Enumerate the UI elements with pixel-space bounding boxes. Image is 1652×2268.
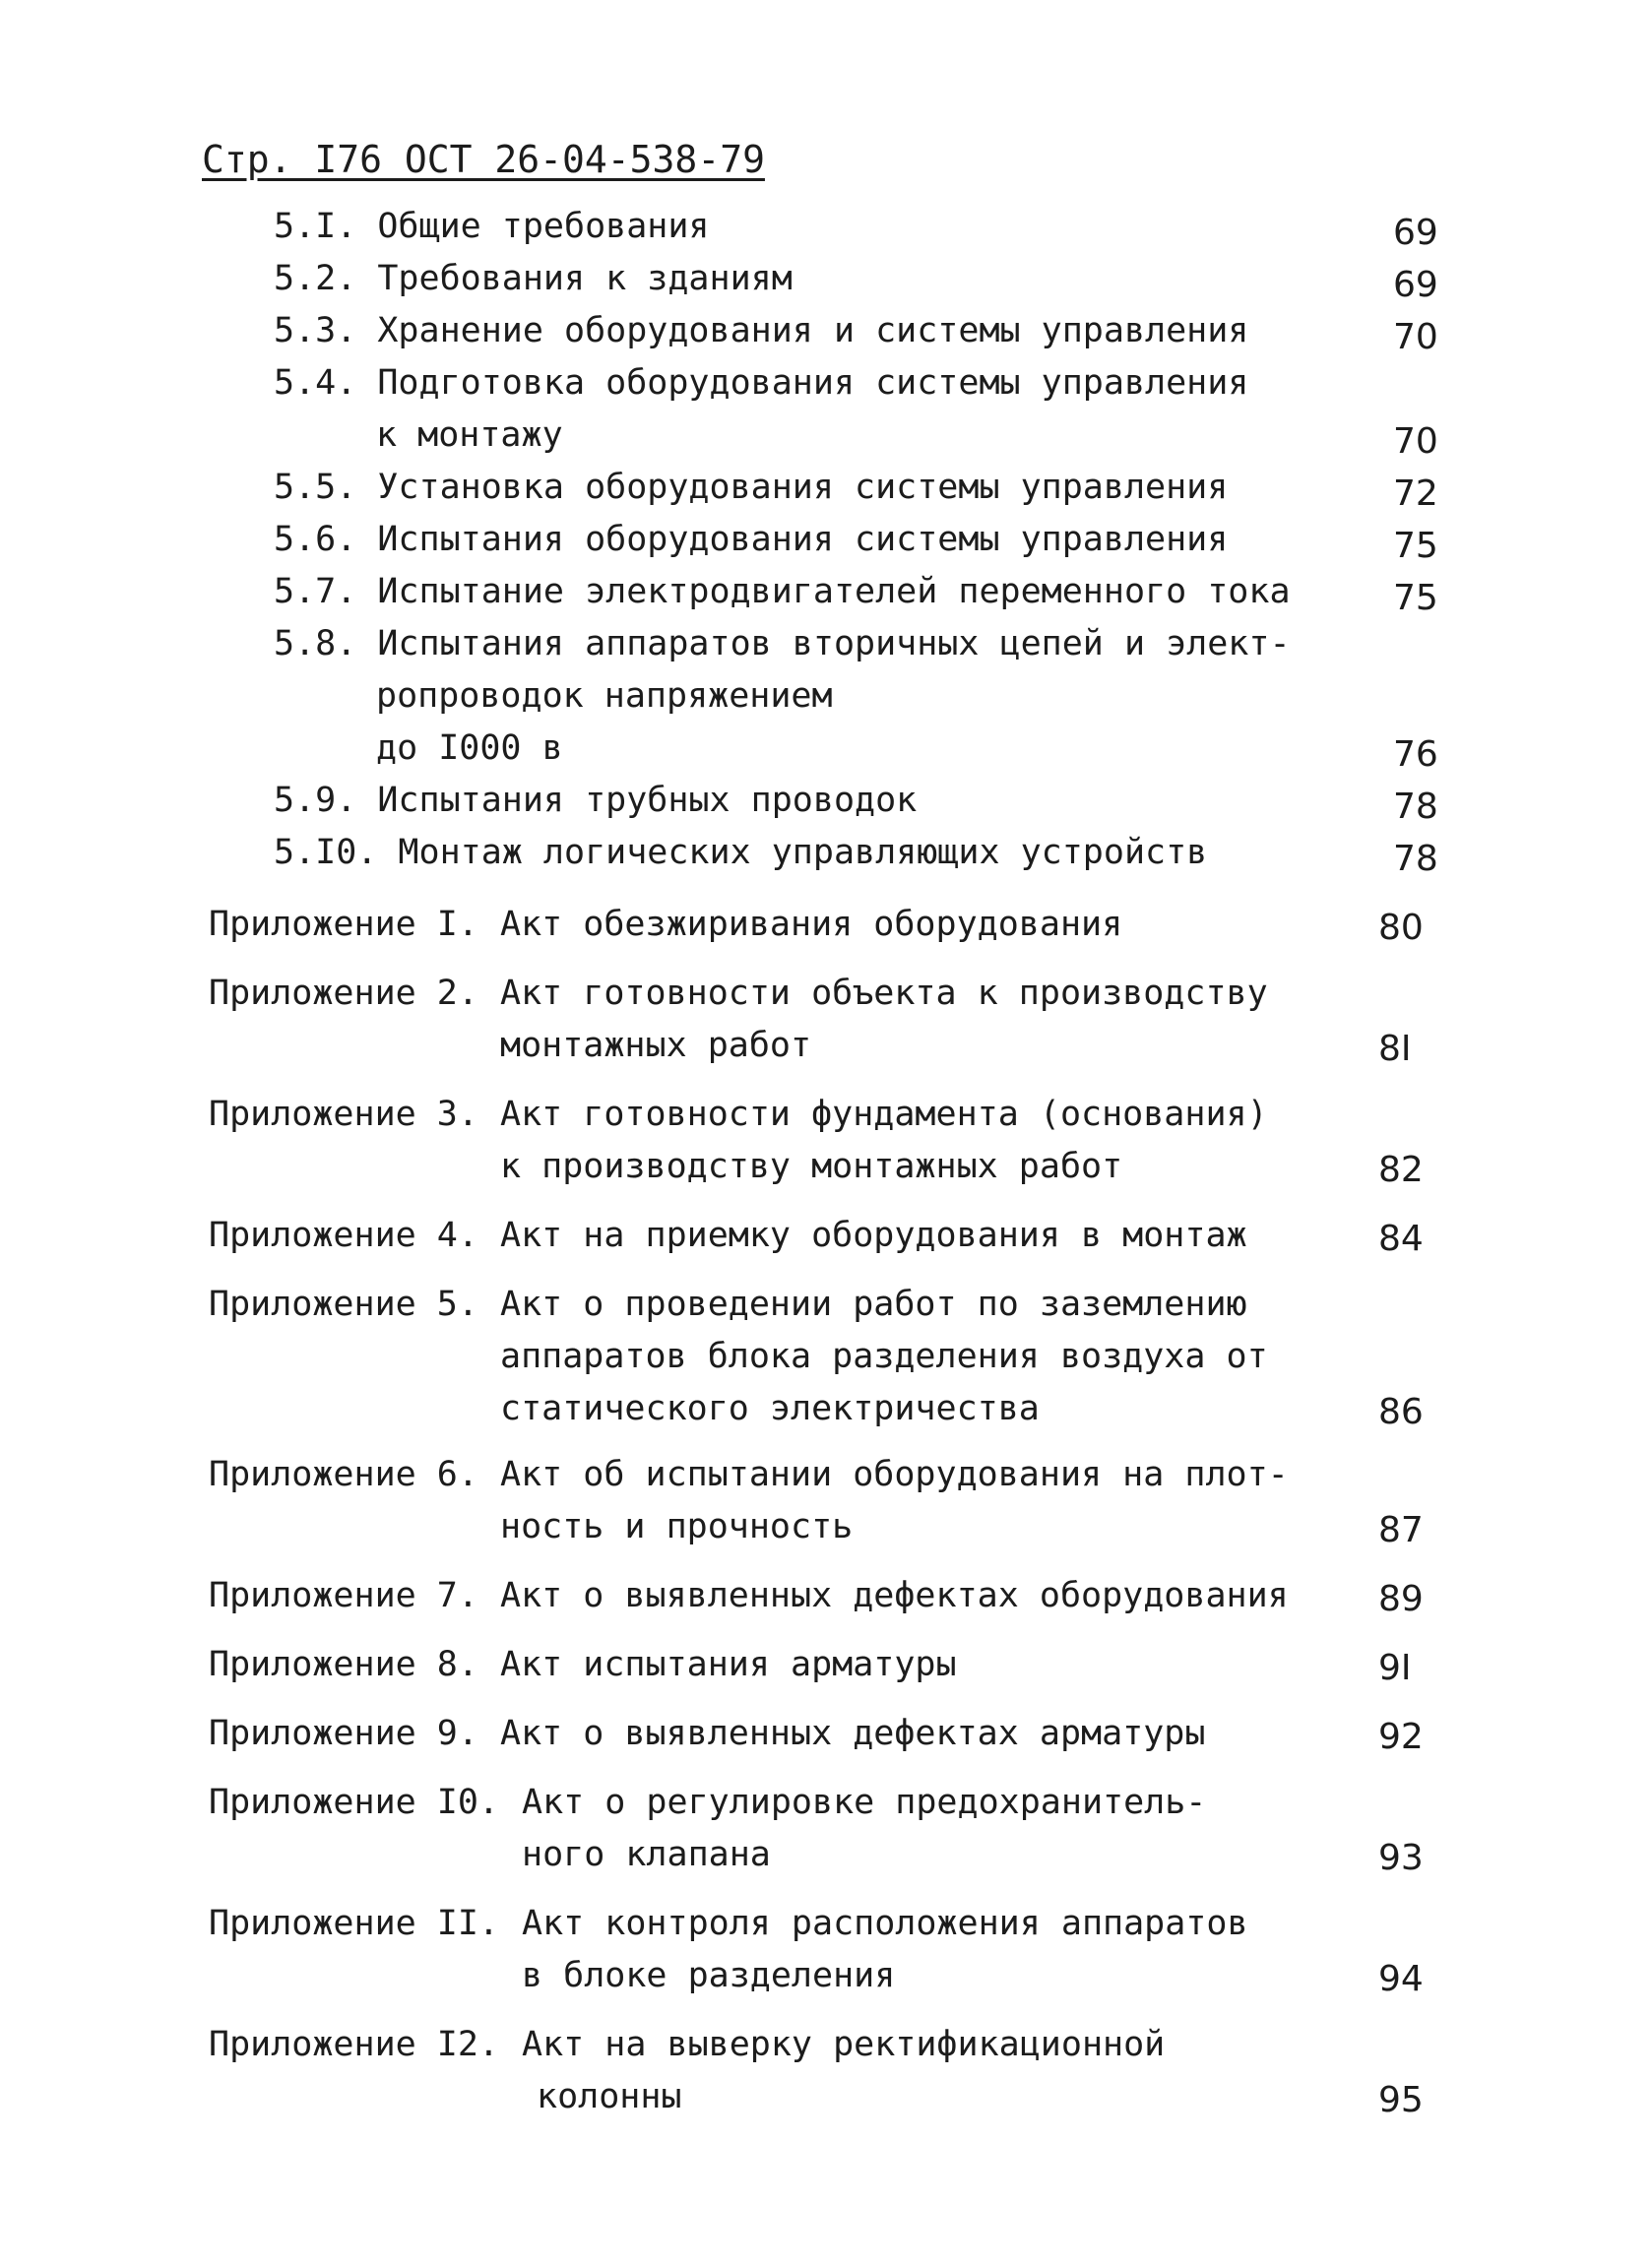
- appendix-label: Приложение II.: [209, 1904, 500, 1943]
- toc-page-number: 78: [1393, 839, 1438, 879]
- appendix-title: Акт об испытании оборудования на плот-: [500, 1455, 1289, 1494]
- toc-page-number: 75: [1393, 526, 1438, 566]
- appendix-title: Акт о проведении работ по заземлению: [500, 1285, 1247, 1324]
- appendix-label: Приложение 5.: [209, 1285, 478, 1324]
- appendix-label: Приложение 4.: [209, 1216, 478, 1255]
- toc-section-5-5: 5.5. Установка оборудования системы управления: [274, 468, 1229, 507]
- appendix-label: Приложение 7.: [209, 1576, 478, 1615]
- toc-section-5-6: 5.6. Испытания оборудования системы управления: [274, 520, 1229, 559]
- appendix-title: Акт контроля расположения аппаратов: [522, 1904, 1248, 1943]
- toc-section-5-4: 5.4. Подготовка оборудования системы управления: [274, 363, 1249, 403]
- toc-section-5-4-cont: к монтажу: [376, 415, 563, 455]
- appendix-label: Приложение 3.: [209, 1095, 478, 1134]
- toc-section-5-9: 5.9. Испытания трубных проводок: [274, 781, 918, 820]
- appendix-label: Приложение I2.: [209, 2025, 500, 2064]
- appendix-label: Приложение 8.: [209, 1645, 478, 1684]
- page-header: Стр. I76 ОСТ 26-04-538-79: [202, 138, 765, 181]
- toc-section-5-8-cont: ропроводок напряжением: [376, 676, 833, 716]
- toc-page-number: 8I: [1378, 1029, 1412, 1069]
- toc-page-number: 95: [1378, 2080, 1424, 2120]
- appendix-title-cont: аппаратов блока разделения воздуха от: [500, 1337, 1268, 1376]
- appendix-title-cont: ного клапана: [522, 1835, 771, 1874]
- toc-page-number: 80: [1378, 908, 1424, 948]
- toc-page-number: 70: [1393, 421, 1438, 462]
- appendix-title-cont: ность и прочность: [500, 1507, 854, 1546]
- toc-page-number: 9I: [1378, 1648, 1412, 1688]
- toc-page-number: 86: [1378, 1392, 1424, 1432]
- appendix-title: Акт о выявленных дефектах оборудования: [500, 1576, 1289, 1615]
- appendix-label: Приложение 6.: [209, 1455, 478, 1494]
- toc-section-5-8: 5.8. Испытания аппаратов вторичных цепей и элект-: [274, 624, 1291, 663]
- appendix-title-cont: в блоке разделения: [522, 1956, 896, 1995]
- appendix-label: Приложение 2.: [209, 974, 478, 1013]
- appendix-title: Акт о регулировке предохранитель-: [522, 1783, 1207, 1822]
- toc-page-number: 75: [1393, 578, 1438, 618]
- toc-section-5-1: 5.I. Общие требования: [274, 207, 710, 246]
- toc-page-number: 94: [1378, 1959, 1424, 1999]
- appendix-title-cont: к производству монтажных работ: [500, 1147, 1123, 1186]
- appendix-title: Акт на приемку оборудования в монтаж: [500, 1216, 1247, 1255]
- appendix-title-cont: колонны: [537, 2077, 682, 2116]
- appendix-title: Акт о выявленных дефектах арматуры: [500, 1714, 1206, 1753]
- toc-section-5-7: 5.7. Испытание электродвигателей переменного тока: [274, 572, 1291, 611]
- toc-page-number: 72: [1393, 473, 1438, 514]
- toc-page-number: 78: [1393, 787, 1438, 827]
- toc-page-number: 69: [1393, 213, 1438, 253]
- toc-page-number: 84: [1378, 1219, 1424, 1259]
- toc-page-number: 87: [1378, 1510, 1424, 1550]
- toc-section-5-3: 5.3. Хранение оборудования и системы управления: [274, 311, 1249, 350]
- toc-page-number: 92: [1378, 1717, 1424, 1757]
- appendix-title: Акт обезжиривания оборудования: [500, 905, 1123, 944]
- appendix-title-cont: статического электричества: [500, 1389, 1040, 1428]
- appendix-title-cont: монтажных работ: [500, 1026, 812, 1065]
- toc-page-number: 89: [1378, 1579, 1424, 1619]
- toc-section-5-8-cont: до I000 в: [376, 728, 563, 768]
- toc-page-number: 76: [1393, 734, 1438, 775]
- appendix-title: Акт испытания арматуры: [500, 1645, 957, 1684]
- toc-page-number: 70: [1393, 317, 1438, 357]
- appendix-label: Приложение I.: [209, 905, 478, 944]
- toc-page-number: 69: [1393, 265, 1438, 305]
- appendix-title: Акт на выверку ректификационной: [522, 2025, 1166, 2064]
- appendix-title: Акт готовности объекта к производству: [500, 974, 1268, 1013]
- toc-page-number: 93: [1378, 1838, 1424, 1878]
- toc-page-number: 82: [1378, 1150, 1424, 1190]
- appendix-label: Приложение I0.: [209, 1783, 500, 1822]
- appendix-title: Акт готовности фундамента (основания): [500, 1095, 1268, 1134]
- toc-section-5-10: 5.I0. Монтаж логических управляющих устройств: [274, 833, 1208, 872]
- appendix-label: Приложение 9.: [209, 1714, 478, 1753]
- toc-section-5-2: 5.2. Требования к зданиям: [274, 259, 793, 298]
